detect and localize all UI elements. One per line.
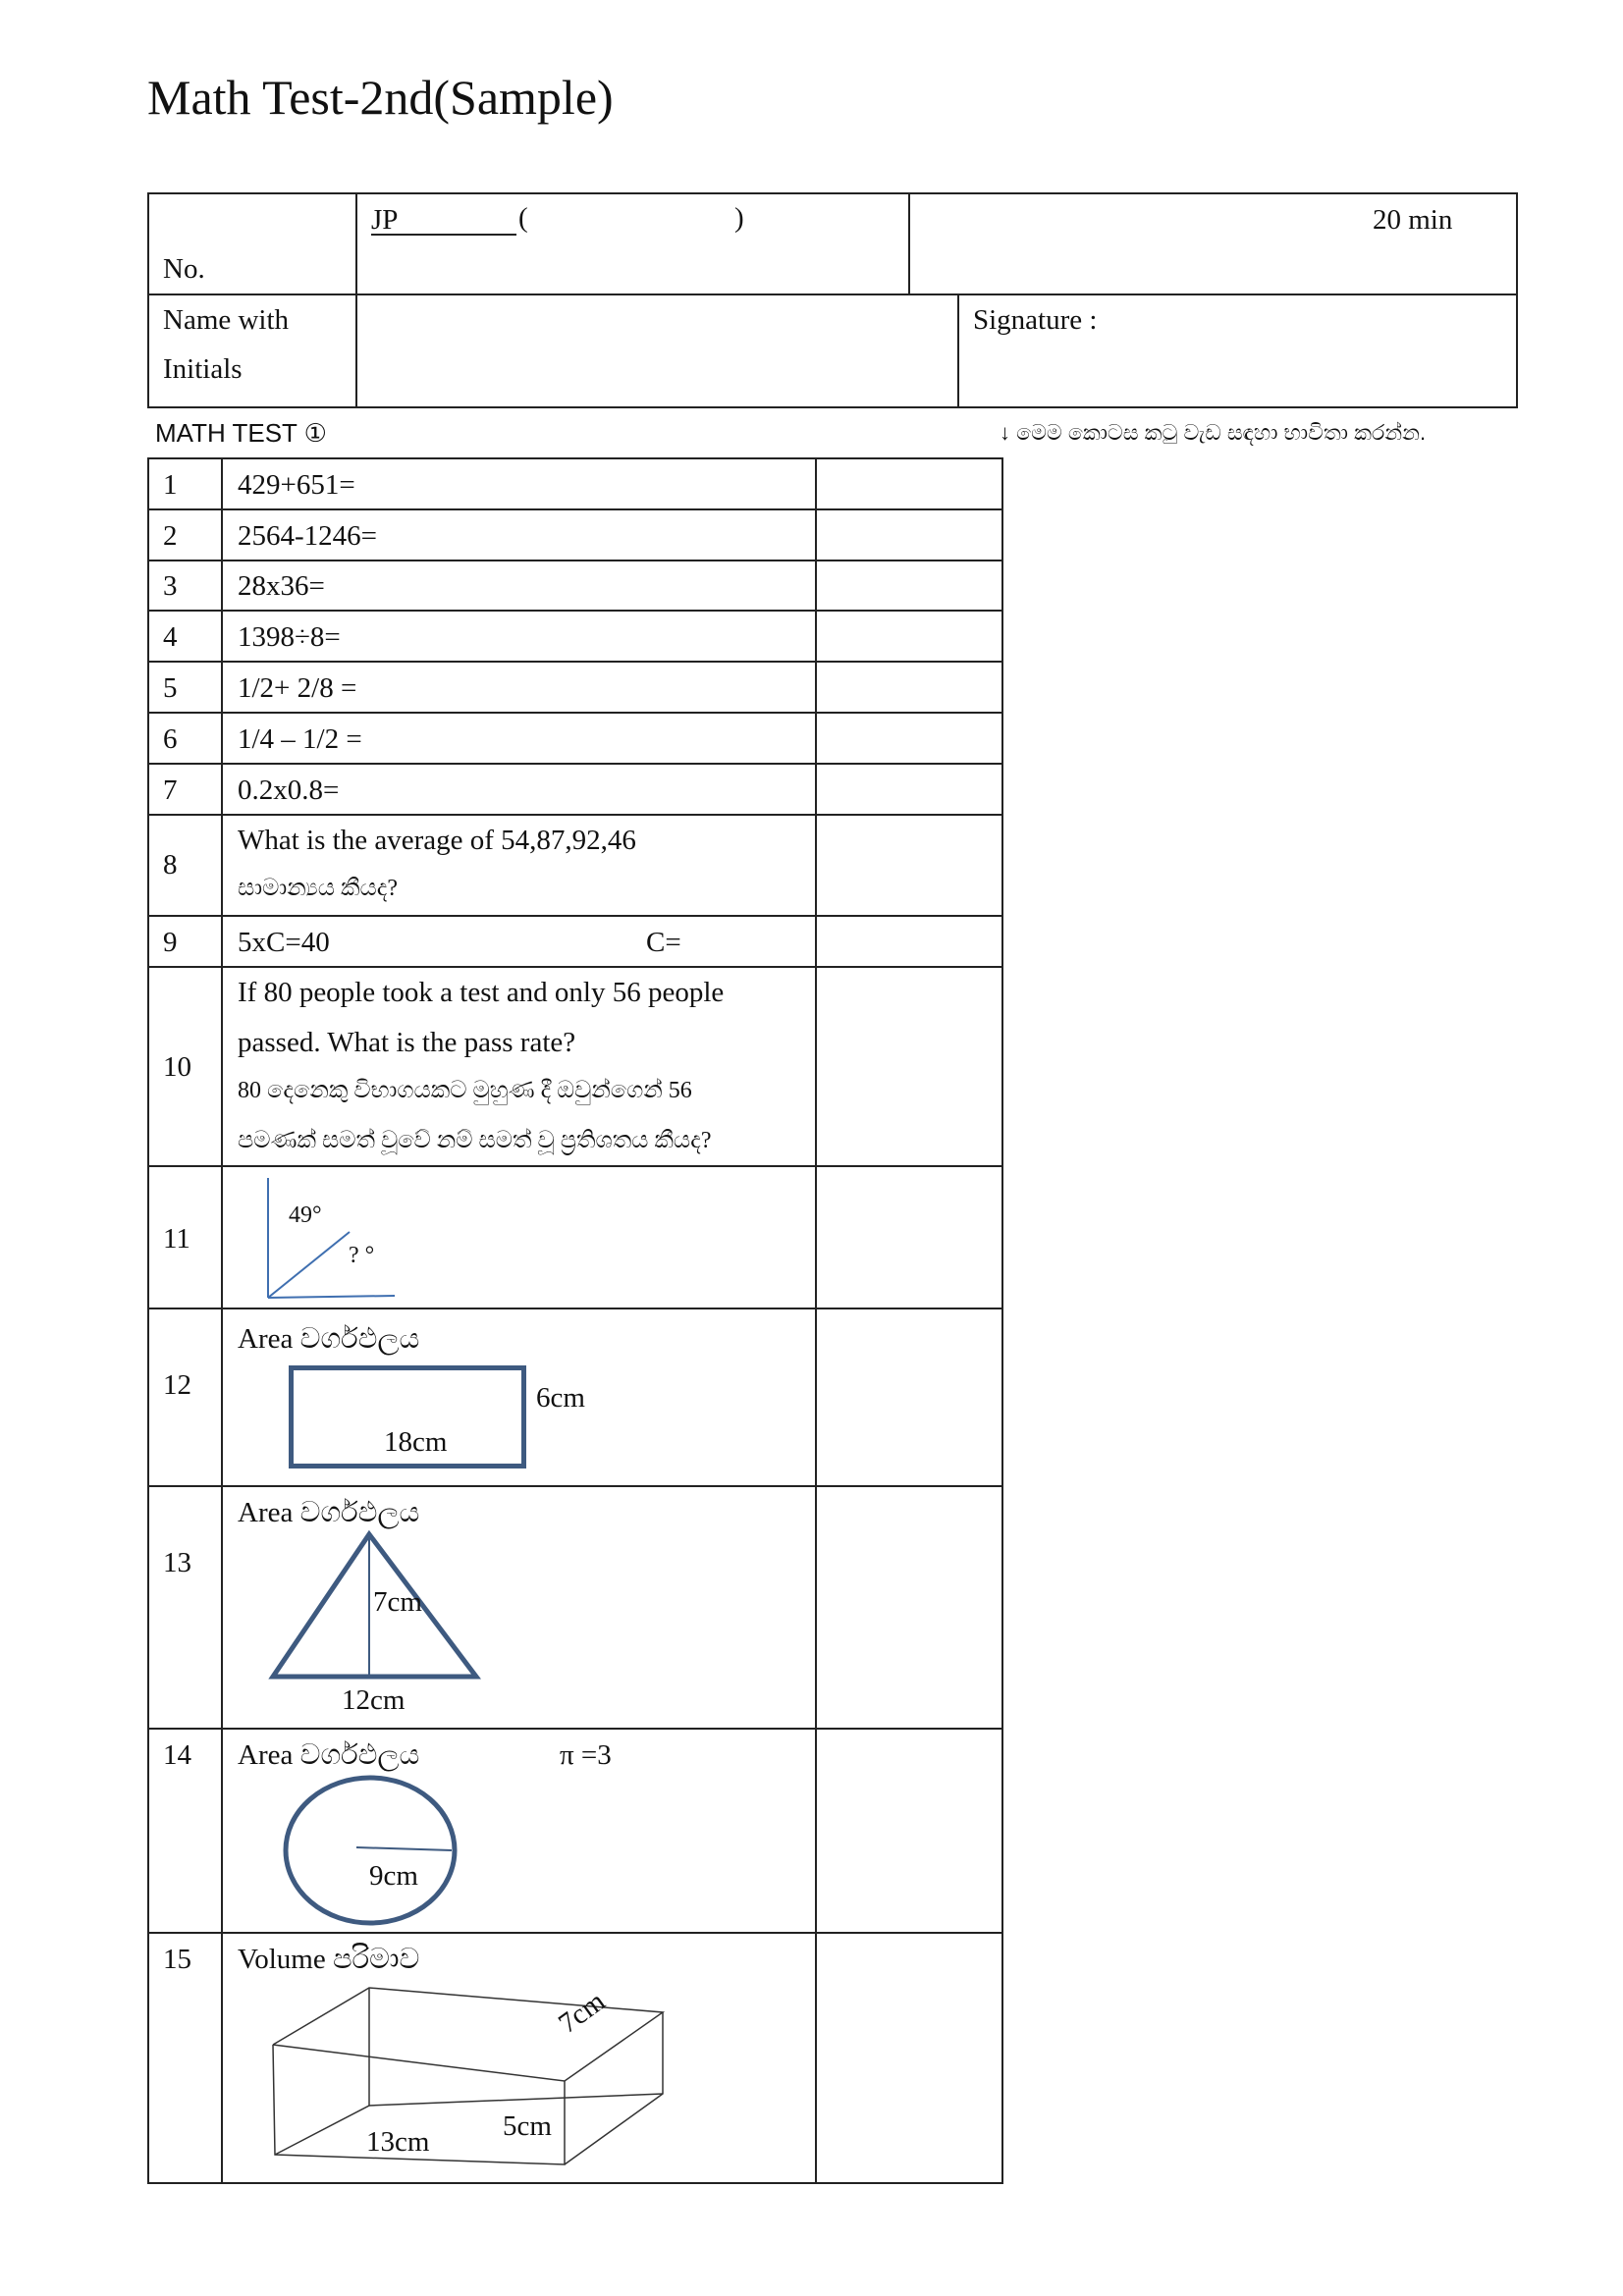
answer-cell[interactable] xyxy=(818,664,1001,710)
rectangle-width-label: 18cm xyxy=(384,1426,448,1458)
area-label: Area වර්ගඵලය xyxy=(238,1323,420,1355)
section-title: MATH TEST ① xyxy=(155,418,327,448)
question-number: 15 xyxy=(163,1944,191,1975)
question-text: 5xC=40 xyxy=(238,927,330,958)
name-label-line1: Name with xyxy=(163,304,290,336)
answer-cell[interactable] xyxy=(818,969,1001,1163)
question-text-line2: passed. What is the pass rate? xyxy=(238,1027,576,1058)
question-number: 11 xyxy=(163,1223,190,1255)
jp-label: JP xyxy=(371,204,399,236)
volume-label: Volume පරිමාව xyxy=(238,1944,420,1975)
name-field[interactable] xyxy=(359,296,954,406)
question-number: 2 xyxy=(163,520,178,552)
answer-cell[interactable] xyxy=(818,562,1001,608)
question-text-sinhala-line1: 80 දෙනෙකු විභාගයකට මුහුණ දී ඔවුන්ගෙන් 56 xyxy=(238,1078,692,1103)
number-label: No. xyxy=(163,253,205,285)
answer-cell[interactable] xyxy=(818,918,1001,964)
triangle-height-label: 7cm xyxy=(373,1586,422,1618)
question-text: 1/2+ 2/8 = xyxy=(238,672,357,704)
time-limit: 20 min xyxy=(1373,204,1453,236)
answer-cell[interactable] xyxy=(818,1935,1001,2182)
circle-diagram xyxy=(280,1775,466,1927)
pi-value: π =3 xyxy=(560,1739,612,1771)
question-number: 4 xyxy=(163,621,178,653)
jp-open-paren: ( xyxy=(518,202,528,234)
answer-cell[interactable] xyxy=(818,511,1001,558)
scratch-work-instruction: ↓ මෙම කොටස කටු වැඩ සඳහා භාවිතා කරන්න. xyxy=(1000,420,1427,445)
question-number: 6 xyxy=(163,723,178,755)
question-number: 14 xyxy=(163,1739,191,1771)
middle-ray xyxy=(268,1232,350,1298)
question-text-line1: If 80 people took a test and only 56 people xyxy=(238,977,725,1008)
answer-cell[interactable] xyxy=(818,460,1001,507)
answer-cell[interactable] xyxy=(818,1168,1001,1306)
length-label: 13cm xyxy=(366,2126,430,2158)
height-label: 5cm xyxy=(503,2110,552,2142)
given-angle-label: 49° xyxy=(289,1202,322,1228)
radius-line xyxy=(356,1847,452,1850)
question-number: 1 xyxy=(163,469,178,501)
answer-cell[interactable] xyxy=(818,715,1001,761)
question-number: 7 xyxy=(163,774,178,806)
question-text: 2564-1246= xyxy=(238,520,378,552)
question-text-sinhala: සාමාන්‍යය කීයද? xyxy=(238,876,399,901)
answer-cell[interactable] xyxy=(818,1731,1001,1930)
question-text-line1: What is the average of 54,87,92,46 xyxy=(238,825,636,856)
question-text-sinhala-line2: පමණක් සමත් වූවේ නම් සමත් වූ ප්‍රතිශතය කීයද? xyxy=(238,1128,712,1153)
question-text: 1398÷8= xyxy=(238,621,341,653)
question-text: 28x36= xyxy=(238,570,325,602)
question-text: 1/4 – 1/2 = xyxy=(238,723,362,755)
area-label: Area වර්ගඵලය xyxy=(238,1497,420,1528)
depth-label: 7cm xyxy=(553,1985,612,2040)
jp-close-paren: ) xyxy=(734,202,744,234)
answer-cell[interactable] xyxy=(818,1488,1001,1726)
class-number-field[interactable] xyxy=(371,196,882,290)
answer-cell[interactable] xyxy=(818,817,1001,913)
answer-cell[interactable] xyxy=(818,613,1001,659)
question-number: 8 xyxy=(163,849,178,881)
name-label-line2: Initials xyxy=(163,353,243,385)
triangle-base-label: 12cm xyxy=(342,1684,406,1716)
question-number: 9 xyxy=(163,927,178,958)
area-label: Area වර්ගඵලය xyxy=(238,1739,420,1771)
page-title: Math Test-2nd(Sample) xyxy=(147,70,614,125)
question-text: 429+651= xyxy=(238,469,355,501)
question-text: 0.2x0.8= xyxy=(238,774,340,806)
rectangle-height-label: 6cm xyxy=(536,1382,585,1414)
question-number: 10 xyxy=(163,1051,191,1083)
answer-cell[interactable] xyxy=(818,1310,1001,1483)
horizontal-ray xyxy=(268,1296,395,1298)
question-number: 5 xyxy=(163,672,178,704)
question-number: 3 xyxy=(163,570,178,602)
angle-diagram xyxy=(255,1173,412,1301)
unknown-angle-label: ? ° xyxy=(349,1243,375,1268)
signature-field[interactable] xyxy=(961,339,1516,405)
answer-label: C= xyxy=(646,927,681,958)
question-number: 12 xyxy=(163,1369,191,1401)
radius-label: 9cm xyxy=(369,1860,418,1892)
signature-label: Signature : xyxy=(973,304,1098,336)
answer-cell[interactable] xyxy=(818,766,1001,812)
question-number: 13 xyxy=(163,1547,191,1578)
